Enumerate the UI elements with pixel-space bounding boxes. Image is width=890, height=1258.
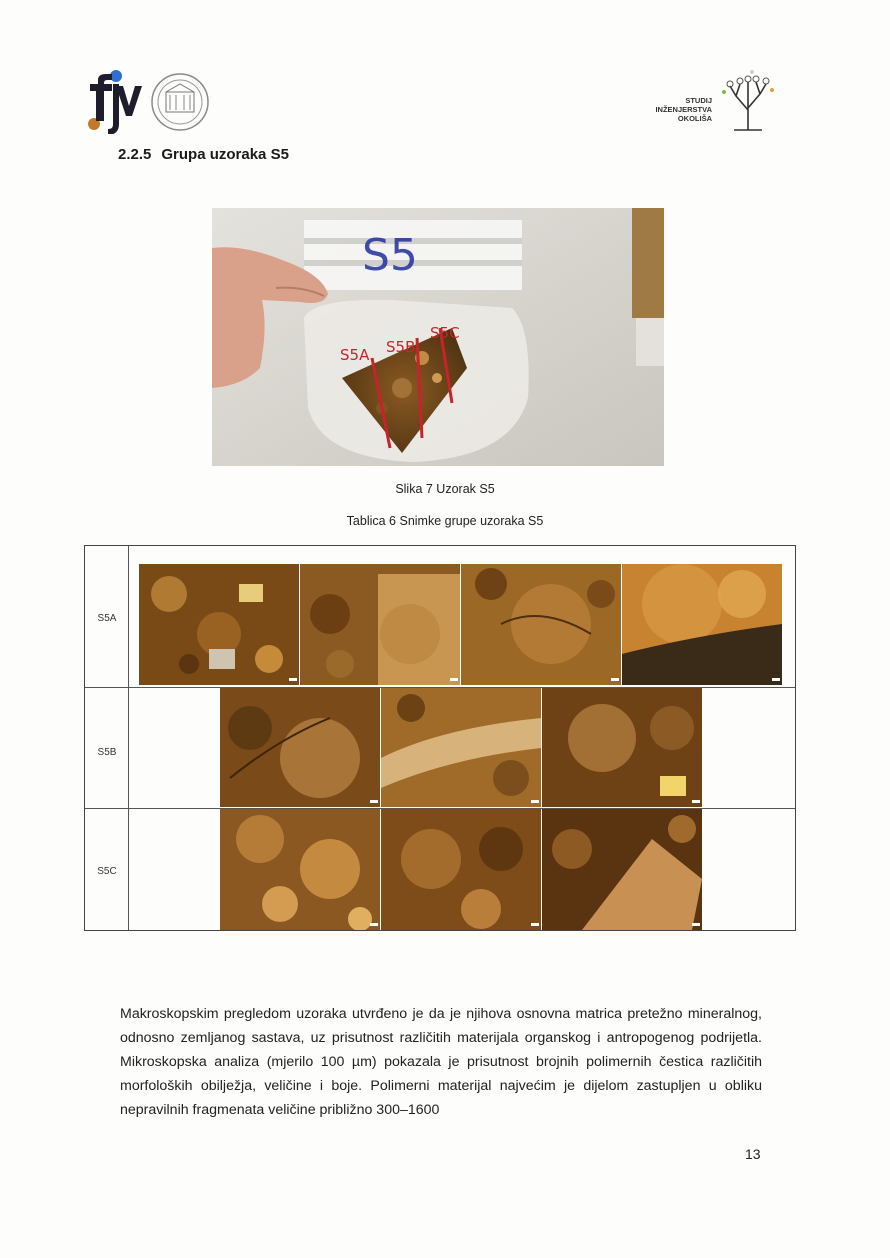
- row-label-s5b: S5B: [97, 747, 117, 758]
- study-program-text: STUDIJ INŽENJERSTVA OKOLIŠA: [655, 96, 712, 123]
- fgv-logo-icon: [86, 70, 210, 134]
- micro-image-s5a-3: [461, 564, 621, 685]
- micro-image-s5a-2: [300, 564, 460, 685]
- photo-label-s5c: S5C: [430, 324, 460, 342]
- sample-image-table: [84, 545, 796, 931]
- body-paragraph: Makroskopskim pregledom uzoraka utvrđeno je da je njihova osnovna matrica pretežno mineralnog, odnosno zemljanog sastava, uz prisutnost različitih materijala organskog i antropogenog podrijetla. Mikroskopska analiza (mjerilo 100 µm) pokazala je prisutnost brojnih polimernih čestica različitih morfoloških obilježja, veličine i boje. Polimerni materijal najvećim je dijelom zastupljen u obliku nepravilnih fragmenata veličine približno 300–1600: [120, 1006, 762, 1118]
- page-number: 13: [745, 1146, 761, 1162]
- micro-image-s5c-3: [542, 809, 702, 930]
- study-program-logo: [640, 70, 780, 132]
- micro-image-s5a-1: [139, 564, 299, 685]
- section-number: 2.2.5: [118, 146, 152, 163]
- tree-icon: [716, 70, 780, 132]
- figure-caption: Slika 7 Uzorak S5: [395, 482, 495, 496]
- micro-image-s5c-1: [220, 809, 380, 930]
- table-caption: Tablica 6 Snimke grupe uzoraka S5: [346, 514, 544, 528]
- section-heading: [118, 146, 289, 163]
- micro-image-s5b-3: [542, 688, 702, 807]
- section-title: Grupa uzoraka S5: [161, 146, 289, 163]
- photo-label-s5a: S5A: [340, 346, 370, 364]
- micro-image-s5c-2: [381, 809, 541, 930]
- micro-image-s5b-2: [381, 688, 541, 807]
- row-label-s5a: S5A: [97, 613, 117, 624]
- micro-image-s5a-4: [622, 564, 782, 685]
- photo-label-s5b: S5B: [386, 338, 416, 356]
- micro-image-s5b-1: [220, 688, 380, 807]
- university-logo: [86, 70, 210, 134]
- row-label-s5c: S5C: [97, 866, 117, 877]
- sample-photo: [212, 208, 664, 466]
- photo-label-s5: S5: [362, 230, 418, 281]
